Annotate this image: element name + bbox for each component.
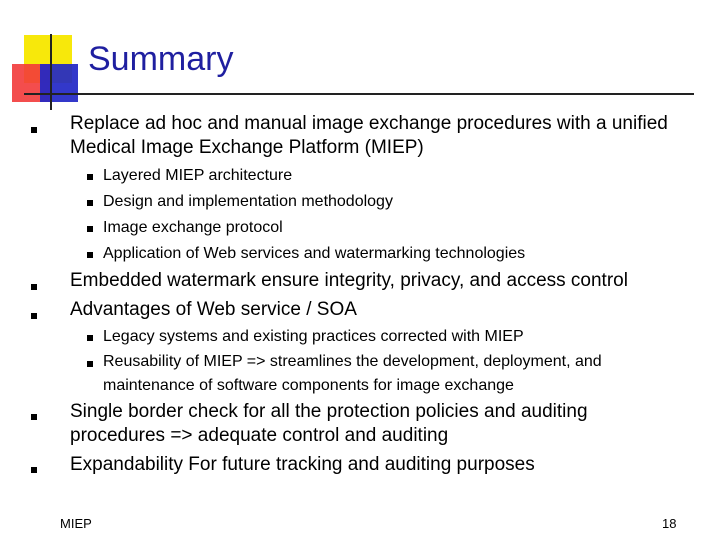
sub-bullet-methodology <box>103 190 393 214</box>
sub-bullet-legacy <box>103 325 524 349</box>
text-line: Advantages of Web service / SOA <box>70 299 357 320</box>
text-line: Image exchange protocol <box>103 219 283 236</box>
bullet-icon <box>31 127 37 133</box>
footer-label: MIEP <box>60 516 92 531</box>
bullet-icon <box>87 252 93 258</box>
text-line: maintenance of software components for image exchange <box>103 377 514 394</box>
bullet-icon <box>87 226 93 232</box>
text-line: Legacy systems and existing practices corrected with MIEP <box>103 328 524 345</box>
text-line: Layered MIEP architecture <box>103 167 293 184</box>
bullet-icon <box>31 467 37 473</box>
sub-bullet-web-services <box>103 242 525 266</box>
bullet-text-border-check <box>70 400 588 448</box>
bullet-icon <box>87 335 93 341</box>
bullet-text-watermark <box>70 269 628 293</box>
slide-title: Summary <box>88 40 234 78</box>
text-line: Reusability of MIEP => streamlines the development, deployment, and <box>103 353 602 370</box>
sub-bullet-reusability <box>103 350 602 398</box>
text-line: Application of Web services and watermarking technologies <box>103 245 526 262</box>
bullet-icon <box>31 313 37 319</box>
bullet-icon <box>31 414 37 420</box>
bullet-text-expandability <box>70 453 535 477</box>
page-number: 18 <box>662 516 677 531</box>
bullet-text-replace <box>70 112 668 160</box>
text-line: Single border check for all the protection policies and auditing <box>70 401 588 422</box>
text-line: procedures => adequate control and auditing <box>70 425 449 446</box>
text-line: Replace ad hoc and manual image exchange procedures with a unified <box>70 113 668 134</box>
sub-bullet-architecture <box>103 164 292 188</box>
bullet-icon <box>87 200 93 206</box>
bullet-icon <box>87 174 93 180</box>
sub-bullet-protocol <box>103 216 283 240</box>
bullet-text-soa <box>70 298 357 322</box>
bullet-icon <box>31 284 37 290</box>
text-line: Embedded watermark ensure integrity, privacy, and access control <box>70 270 628 291</box>
text-line: Medical Image Exchange Platform (MIEP) <box>70 137 424 158</box>
bullet-icon <box>87 361 93 367</box>
text-line: Design and implementation methodology <box>103 193 393 210</box>
text-line: Expandability For future tracking and auditing purposes <box>70 454 535 475</box>
